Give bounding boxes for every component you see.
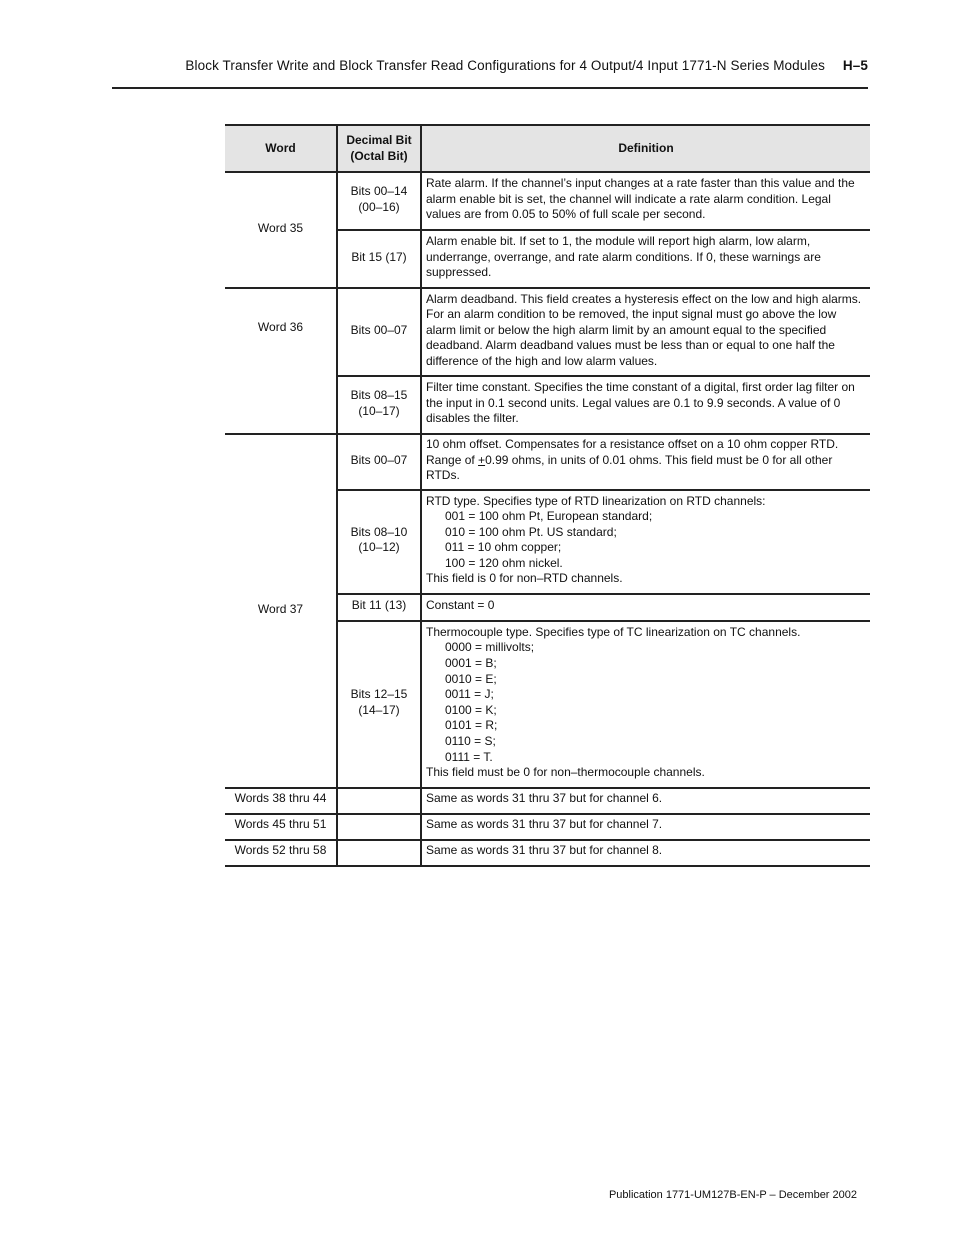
word-cell: Words 45 thru 51 xyxy=(225,814,337,840)
definition-cell: Same as words 31 thru 37 but for channel 6. xyxy=(421,788,870,814)
table-row xyxy=(225,288,870,376)
page-header xyxy=(112,58,868,89)
plus-minus-symbol: + xyxy=(478,452,486,467)
page-number: H–5 xyxy=(842,58,868,73)
definition-cell: Thermocouple type. Specifies type of TC linearization on TC channels. 0000 = millivolts; 0001 = B; 0010 = E; 0011 = J; 0100 = K; 0101 = R; 0110 = S; 0111 = T. This field must be 0 for non–thermocouple channels. xyxy=(421,621,870,788)
bit-cell: Bits 00–07 xyxy=(337,434,421,490)
table-row xyxy=(225,172,870,230)
configuration-table xyxy=(225,124,870,867)
table-row xyxy=(225,814,870,840)
header-definition: Definition xyxy=(421,125,870,172)
bit-cell: Bits 08–15 (10–17) xyxy=(337,376,421,434)
definition-cell: Filter time constant. Specifies the time constant of a digital, first order lag filter on the input in 0.1 second units. Legal values are 0.1 to 9.9 seconds. A value of 0 disables the filter. xyxy=(421,376,870,434)
bit-cell: Bits 12–15 (14–17) xyxy=(337,621,421,788)
bit-cell xyxy=(337,788,421,814)
publication-footer: Publication 1771-UM127B-EN-P – December 2002 xyxy=(608,1189,857,1201)
definition-cell: RTD type. Specifies type of RTD linearization on RTD channels: 001 = 100 ohm Pt, European standard; 010 = 100 ohm Pt. US standard; 011 = 10 ohm copper; 100 = 120 ohm nickel. This field is 0 for non–RTD channels. xyxy=(421,490,870,594)
bit-cell: Bits 08–10 (10–12) xyxy=(337,490,421,594)
word-cell: Word 37 xyxy=(225,434,337,788)
definition-cell: Same as words 31 thru 37 but for channel 8. xyxy=(421,840,870,866)
bit-cell xyxy=(337,814,421,840)
table-row xyxy=(225,840,870,866)
bit-cell: Bit 11 (13) xyxy=(337,594,421,621)
header-word: Word xyxy=(225,125,337,172)
header-decimal-bit xyxy=(337,125,421,172)
table-row xyxy=(225,788,870,814)
header-bit-line1: Decimal Bit xyxy=(346,132,412,147)
bit-cell: Bits 00–07 xyxy=(337,288,421,376)
bit-cell xyxy=(337,840,421,866)
word-cell: Words 38 thru 44 xyxy=(225,788,337,814)
definition-cell: Rate alarm. If the channel’s input changes at a rate faster than this value and the alarm enable bit is set, the channel will indicate a rate alarm condition. Legal values are from 0.05 to 50% of full scale per second. xyxy=(421,172,870,230)
word-cell: Word 36 xyxy=(225,288,337,434)
word-cell: Word 35 xyxy=(225,172,337,288)
definition-cell: Same as words 31 thru 37 but for channel 7. xyxy=(421,814,870,840)
bit-cell: Bit 15 (17) xyxy=(337,230,421,288)
table-row xyxy=(225,434,870,490)
header-title: Block Transfer Write and Block Transfer Read Configurations for 4 Output/4 Input 1771-N Series Modules xyxy=(185,58,825,73)
word-cell: Words 52 thru 58 xyxy=(225,840,337,866)
definition-cell: 10 ohm offset. Compensates for a resistance offset on a 10 ohm copper RTD. Range of +0.99 ohms, in units of 0.01 ohms. This field must be 0 for all other RTDs. xyxy=(421,434,870,490)
table-header-row xyxy=(225,125,870,172)
definition-cell: Alarm enable bit. If set to 1, the module will report high alarm, low alarm, underrange, overrange, and rate alarm conditions. If 0, these warnings are suppressed. xyxy=(421,230,870,288)
definition-cell: Alarm deadband. This field creates a hysteresis effect on the low and high alarms. For an alarm condition to be removed, the input signal must go above the low alarm limit or below the high alarm limit by an amount equal to the specified deadband. Alarm deadband values must be less than or equal to one half the difference of the high and low alarm values. xyxy=(421,288,870,376)
header-bit-line2: (Octal Bit) xyxy=(350,148,408,163)
definition-cell: Constant = 0 xyxy=(421,594,870,621)
bit-cell: Bits 00–14 (00–16) xyxy=(337,172,421,230)
